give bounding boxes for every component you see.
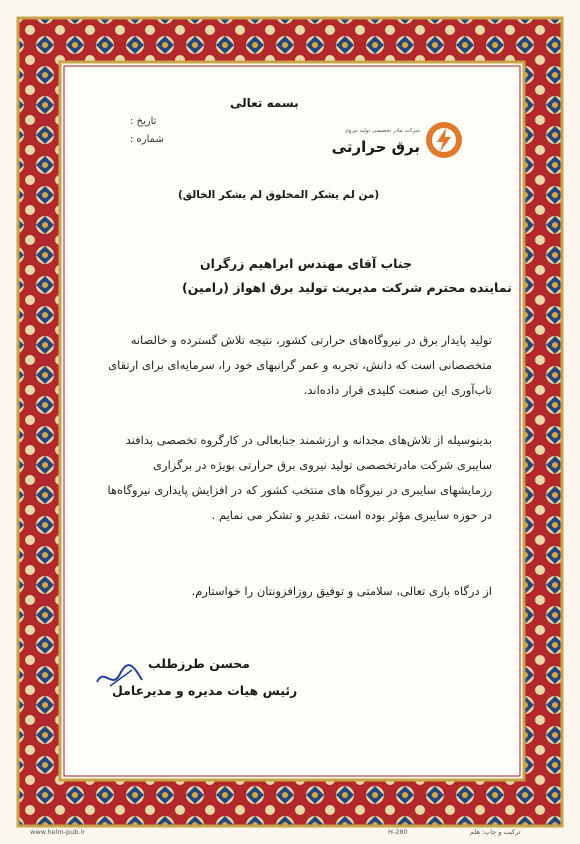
- logo-tagline: شرکت مادر تخصصی تولید نیروی: [344, 128, 420, 134]
- body-line: رزمایشهای سایبری در نیروگاه های منتخب کشور که در افزایش پایداری نیروگاه‌ها: [107, 483, 492, 497]
- signatory-name: محسن طرزطلب: [148, 656, 250, 671]
- body-line: سایبری شرکت مادرتخصصی تولید نیروی برق حرارتی بویژه در برگزاری: [153, 458, 492, 472]
- body-paragraph-1: [82, 328, 492, 403]
- quote-line: (من لم یشکر المخلوق لم یشکر الخالق): [178, 189, 380, 201]
- body-line: از درگاه باری تعالی، سلامتی و توفیق روزافزونتان را خواستارم.: [191, 584, 492, 598]
- body-line: متخصصانی است که دانش، تجربه و عمر گرانبهای خود را، سرمایه‌ای برای ارتقای: [108, 358, 492, 372]
- body-paragraph-2: [82, 428, 492, 528]
- footer-form-code: H-280: [388, 828, 408, 836]
- body-paragraph-3: [82, 579, 492, 604]
- logo-name: برق حرارتی: [331, 138, 420, 156]
- body-line: تاب‌آوری این صنعت کلیدی قرار داده‌اند.: [303, 383, 492, 397]
- bismillah-heading: بسمه تعالی: [230, 96, 299, 110]
- signatory-title: رئیس هیات مدیره و مدیرعامل: [112, 683, 298, 698]
- footer-printer: ترکیب و چاپ: هلم: [470, 828, 521, 836]
- addressee-name: جناب آقای مهندس ابراهیم زرگران: [200, 256, 412, 271]
- company-logo: [331, 110, 466, 170]
- body-line: تولید پایدار برق در نیروگاه‌های حرارتی کشور، نتیجه تلاش گسترده و خالصانه: [130, 333, 492, 347]
- body-line: بدینوسیله از تلاش‌های مجدانه و ارزشمند جنابعالی در کارگروه تخصصی پدافند: [125, 433, 492, 447]
- body-line: در حوزه سایبری مؤثر بوده است، تقدیر و تشکر می نمایم .: [211, 508, 492, 522]
- addressee-title: نماینده محترم شرکت مدیریت تولید برق اهواز (رامین): [182, 280, 512, 295]
- footer-website: www.helm-pub.ir: [30, 828, 85, 836]
- lightning-bolt-icon: [424, 120, 464, 160]
- number-label: شماره :: [130, 134, 164, 145]
- date-label: تاریخ :: [130, 116, 157, 127]
